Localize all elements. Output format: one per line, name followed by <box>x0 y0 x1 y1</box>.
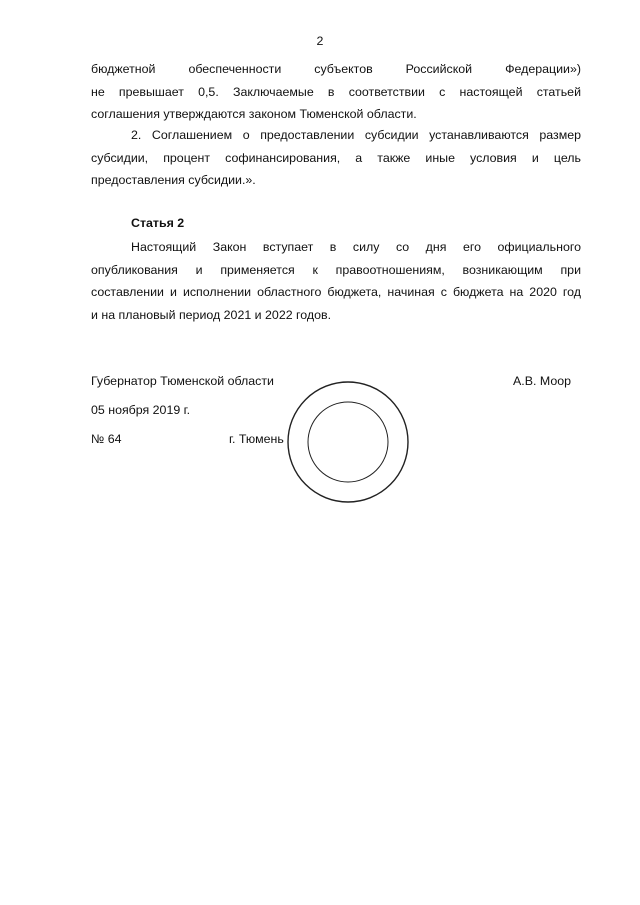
signing-date: 05 ноября 2019 г. <box>91 403 191 417</box>
text-line: субсидии, процент софинансирования, а также иные условия и цель <box>91 150 581 165</box>
page-number: 2 <box>316 34 324 48</box>
article-title: Статья 2 <box>131 216 185 230</box>
text-line: и на плановый период 2021 и 2022 годов. <box>91 307 332 322</box>
article-body <box>91 236 581 326</box>
text-line: 2. Соглашением о предоставлении субсидии устанавливаются размер <box>131 128 581 142</box>
paragraph-2 <box>91 124 581 192</box>
official-seal-stamp <box>286 380 410 504</box>
signatory-name: А.В. Моор <box>513 374 571 388</box>
paragraph-1 <box>91 58 581 126</box>
signing-city: г. Тюмень <box>229 432 284 446</box>
text-line: опубликования и применяется к правоотношениям, возникающим при <box>91 262 581 277</box>
signatory-position: Губернатор Тюменской области <box>91 374 274 388</box>
text-line: бюджетной обеспеченности субъектов Российской Федерации») <box>91 62 581 76</box>
law-number: № 64 <box>91 432 122 446</box>
text-line: Настоящий Закон вступает в силу со дня его официального <box>131 240 581 254</box>
text-line: соглашения утверждаются законом Тюменской области. <box>91 107 417 122</box>
text-line: предоставления субсидии.». <box>91 173 256 188</box>
text-line: не превышает 0,5. Заключаемые в соответствии с настоящей статьей <box>91 84 581 99</box>
text-line: составлении и исполнении областного бюджета, начиная с бюджета на 2020 год <box>91 285 581 300</box>
